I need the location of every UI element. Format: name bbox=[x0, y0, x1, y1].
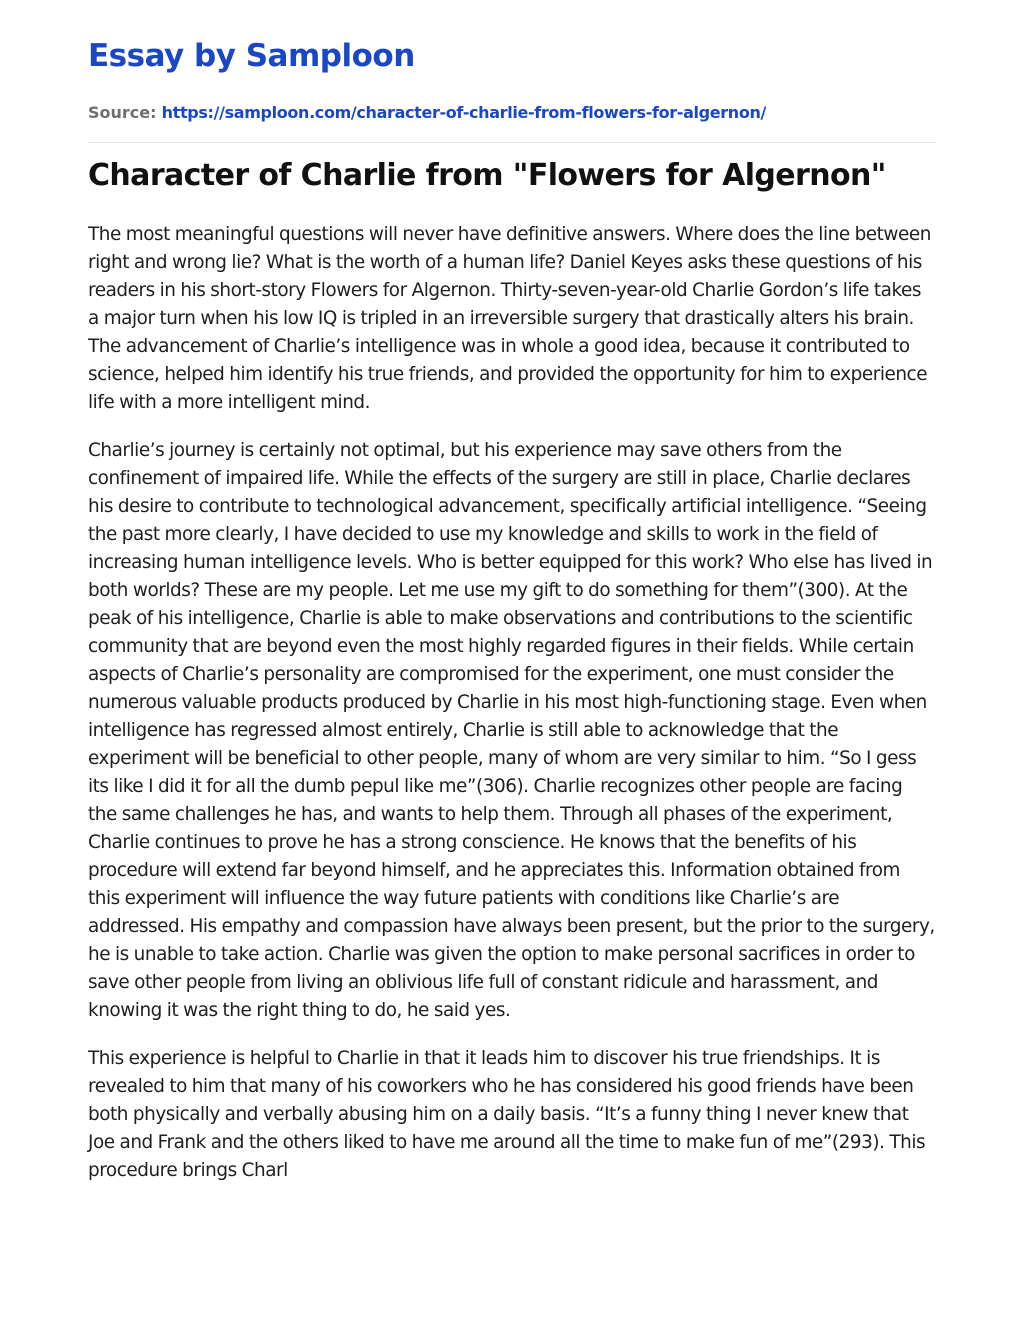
source-link[interactable]: https://samploon.com/character-of-charlie-from-flowers-for-algernon/ bbox=[161, 103, 767, 122]
essay-paragraph-3: This experience is helpful to Charlie in that it leads him to discover his true friendships. It is revealed to him that many of his coworkers who he has considered his good friends have been both physically and verbally abusing him on a daily basis. “It’s a funny thing I never knew that Joe and Frank and the others liked to have me around all the time to make fun of me”(293). This procedure brings Charl bbox=[88, 1048, 926, 1181]
source-line bbox=[88, 102, 766, 124]
header-divider bbox=[88, 142, 936, 143]
essay-title: Character of Charlie from "Flowers for Algernon" bbox=[88, 158, 886, 193]
essay-paragraph-1: The most meaningful questions will never have definitive answers. Where does the line between right and wrong lie? What is the worth of a human life? Daniel Keyes asks these questions of his readers in his short-story Flowers for Algernon. Thirty-seven-year-old Charlie Gordon’s life takes a major turn when his low IQ is tripled in an irreversible surgery that drastically alters his brain. The advancement of Charlie’s intelligence was in whole a good idea, because it contributed to science, helped him identify his true friends, and provided the opportunity for him to experience life with a more intelligent mind. bbox=[88, 224, 931, 413]
essay-paragraph-2: Charlie’s journey is certainly not optimal, but his experience may save others from the confinement of impaired life. While the effects of the surgery are still in place, Charlie declares his desire to contribute to technological advancement, specifically artificial intelligence. “Seeing the past more clearly, I have decided to use my knowledge and skills to work in the field of increasing human intelligence levels. Who is better equipped for this work? Who else has lived in both worlds? These are my people. Let me use my gift to do something for them”(300). At the peak of his intelligence, Charlie is able to make observations and contributions to the scientific community that are beyond even the most highly regarded figures in their fields. While certain aspects of Charlie’s personality are compromised for the experiment, one must consider the numerous valuable products produced by Charlie in his most high-functioning stage. Even when intelligence has regressed almost entirely, Charlie is still able to acknowledge that the experiment will be beneficial to other people, many of whom are very similar to him. “So I gess its like I did it for all the dumb pepul like me”(306). Charlie recognizes other people are facing the same challenges he has, and wants to help them. Through all phases of the experiment, Charlie continues to prove he has a strong conscience. He knows that the benefits of his procedure will extend far beyond himself, and he appreciates this. Information obtained from this experiment will influence the way future patients with conditions like Charlie’s are addressed. His empathy and compassion have always been present, but the prior to the surgery, he is unable to take action. Charlie was given the option to make personal sacrifices in order to save other people from living an oblivious life full of constant ridicule and harassment, and knowing it was the right thing to do, he said yes. bbox=[88, 440, 935, 1021]
brand-title[interactable]: Essay by Samploon bbox=[88, 38, 415, 74]
source-label: Source: bbox=[88, 103, 157, 122]
essay-body bbox=[88, 221, 936, 1181]
